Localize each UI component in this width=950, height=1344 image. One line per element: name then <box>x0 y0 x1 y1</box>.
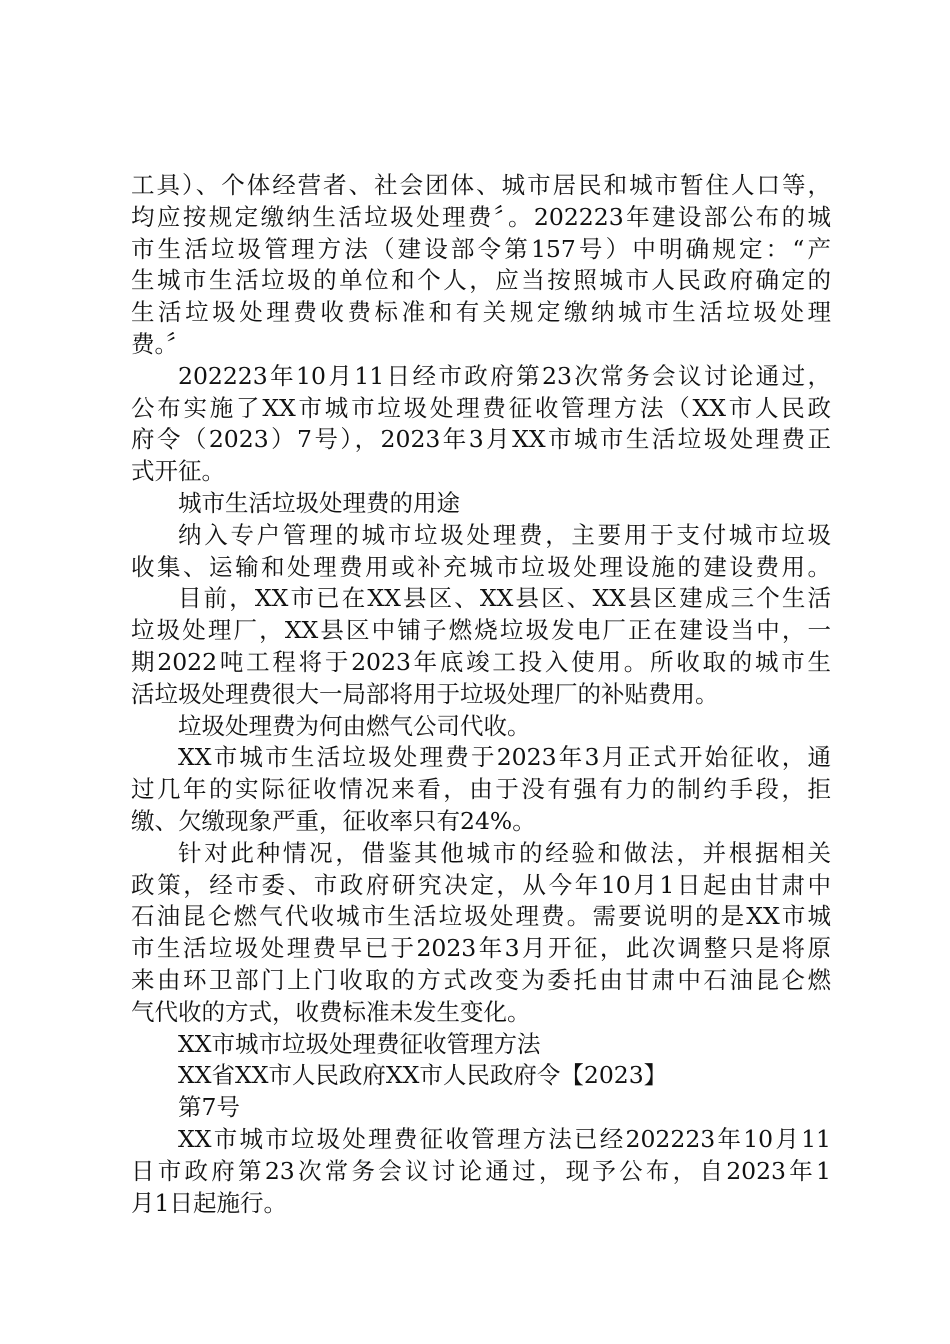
text-line: 202223年10月11日经市政府第23次常务会议讨论通过， <box>178 361 831 390</box>
text-line: 市生活垃圾管理方法（建设部令第157号）中明确规定：“产 <box>131 234 831 263</box>
text-line: 石油昆仑燃气代收城市生活垃圾处理费。需要说明的是XX市城 <box>131 902 831 931</box>
text-line: 均应按规定缴纳生活垃圾处理费〞。202223年建设部公布的城 <box>131 202 831 231</box>
text-line: 市生活垃圾处理费早已于2023年3月开征，此次调整只是将原 <box>131 934 831 963</box>
text-line: 月1日起施行。 <box>131 1188 287 1217</box>
text-line: 垃圾处理厂，XX县区中铺子燃烧垃圾发电厂正在建设当中，一 <box>131 616 831 645</box>
text-line: 活垃圾处理费很大一局部将用于垃圾处理厂的补贴费用。 <box>131 679 719 708</box>
text-line: 过几年的实际征收情况来看，由于没有强有力的制约手段，拒 <box>131 775 831 804</box>
text-line: XX市城市垃圾处理费征收管理方法已经202223年10月11 <box>178 1124 831 1153</box>
text-line: 来由环卫部门上门收取的方式改变为委托由甘肃中石油昆仑燃 <box>131 965 831 994</box>
text-line: 府令（2023）7号），2023年3月XX市城市生活垃圾处理费正 <box>131 425 831 454</box>
text-line: XX市城市生活垃圾处理费于2023年3月正式开始征收，通 <box>178 743 831 772</box>
text-line: 期2022吨工程将于2023年底竣工投入使用。所收取的城市生 <box>131 647 831 676</box>
text-line: 气代收的方式，收费标准未发生变化。 <box>131 997 531 1026</box>
text-line: 式开征。 <box>131 457 225 486</box>
text-line: 目前，XX市已在XX县区、XX县区、XX县区建成三个生活 <box>178 584 831 613</box>
document-body <box>131 170 831 1219</box>
text-line: XX省XX市人民政府XX市人民政府令【2023】 <box>178 1061 668 1090</box>
text-line: 缴、欠缴现象严重，征收率只有24%。 <box>131 806 536 835</box>
text-line: 公布实施了XX市城市垃圾处理费征收管理方法（XX市人民政 <box>131 393 831 422</box>
text-line: 费。〞 <box>131 329 190 358</box>
text-line: 政策，经市委、市政府研究决定，从今年10月1日起由甘肃中 <box>131 870 831 899</box>
text-line: 垃圾处理费为何由燃气公司代收。 <box>178 711 531 740</box>
text-line: 收集、运输和处理费用或补充城市垃圾处理设施的建设费用。 <box>131 552 831 581</box>
text-line: 城市生活垃圾处理费的用途 <box>178 488 460 517</box>
text-line: 生城市生活垃圾的单位和个人，应当按照城市人民政府确定的 <box>131 266 831 295</box>
text-line: 生活垃圾处理费收费标准和有关规定缴纳城市生活垃圾处理 <box>131 298 831 327</box>
text-line: 工具）、个体经营者、社会团体、城市居民和城市暂住人口等， <box>131 171 831 199</box>
text-line: 日市政府第23次常务会议讨论通过，现予公布，自2023年1 <box>131 1156 831 1185</box>
text-line: 纳入专户管理的城市垃圾处理费，主要用于支付城市垃圾 <box>178 520 831 549</box>
text-line: 针对此种情况，借鉴其他城市的经验和做法，并根据相关 <box>178 838 831 867</box>
text-line: 第7号 <box>178 1093 240 1122</box>
text-line: XX市城市垃圾处理费征收管理方法 <box>178 1029 541 1058</box>
